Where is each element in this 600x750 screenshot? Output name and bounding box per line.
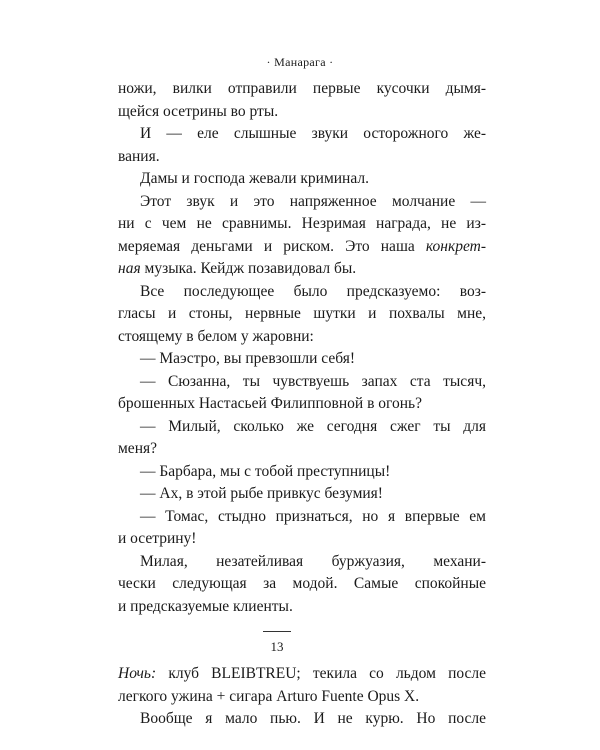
text-line: щейся осетрины во рты. <box>118 102 279 120</box>
text-line: Этот звук и это напряженное молчание — <box>140 192 486 210</box>
running-head: · Манарага · <box>266 55 334 69</box>
text-line: ная музыка. Кейдж позавидовал бы. <box>118 260 357 277</box>
text-line: — Милый, сколько же сегодня сжег ты для <box>140 417 486 435</box>
text-line: И — еле слышные звуки осторожного же- <box>140 125 486 142</box>
text-line: стоящему в белом у жаровни: <box>118 327 314 345</box>
section-lead-rest: клуб BLEIBTREU; текила со льдом после <box>156 665 486 682</box>
text-line: легкого ужина + сигара Arturo Fuente Opus X. <box>118 687 420 705</box>
text-line: гласы и стоны, нервные шутки и похвалы мне, <box>118 305 486 322</box>
text-line: — Барбара, мы с тобой преступницы! <box>140 462 391 480</box>
text-line: — Маэстро, вы превзошли себя! <box>140 350 355 367</box>
text-line: — Ах, в этой рыбе привкус безумия! <box>140 485 383 502</box>
text-line: брошенных Настасьей Филипповной в огонь? <box>118 395 422 412</box>
text-line: — Сюзанна, ты чувствуешь запах ста тысяч, <box>140 372 486 390</box>
text-line: — Томас, стыдно признаться, но я впервые ем <box>140 507 486 525</box>
text-line: и предсказуемые клиенты. <box>118 597 293 615</box>
section-heading-line <box>118 663 486 686</box>
text-line: меряемая деньгами и риском. Это наша конкрет- <box>118 237 486 255</box>
text-line: ножи, вилки отправили первые кусочки дымя- <box>118 80 486 97</box>
text-line: ни с чем не сравнимы. Незримая награда, не из- <box>118 215 486 232</box>
text-line: Все последующее было предсказуемо: воз- <box>140 282 486 300</box>
text-line: и осетрину! <box>118 530 197 547</box>
text-line: чески следующая за модой. Самые спокойные <box>118 575 486 592</box>
page-number: 13 <box>270 639 284 654</box>
body-text <box>118 78 486 731</box>
text-line: Вообще я мало пью. И не курю. Но после <box>140 710 486 727</box>
text-line: меня? <box>118 440 157 457</box>
section-lead: Ночь: <box>118 665 157 682</box>
folio-rule <box>263 631 291 632</box>
text-line: Милая, незатейливая буржуазия, механи- <box>140 552 486 570</box>
text-line: вания. <box>118 147 160 165</box>
text-line: Дамы и господа жевали криминал. <box>140 170 369 187</box>
